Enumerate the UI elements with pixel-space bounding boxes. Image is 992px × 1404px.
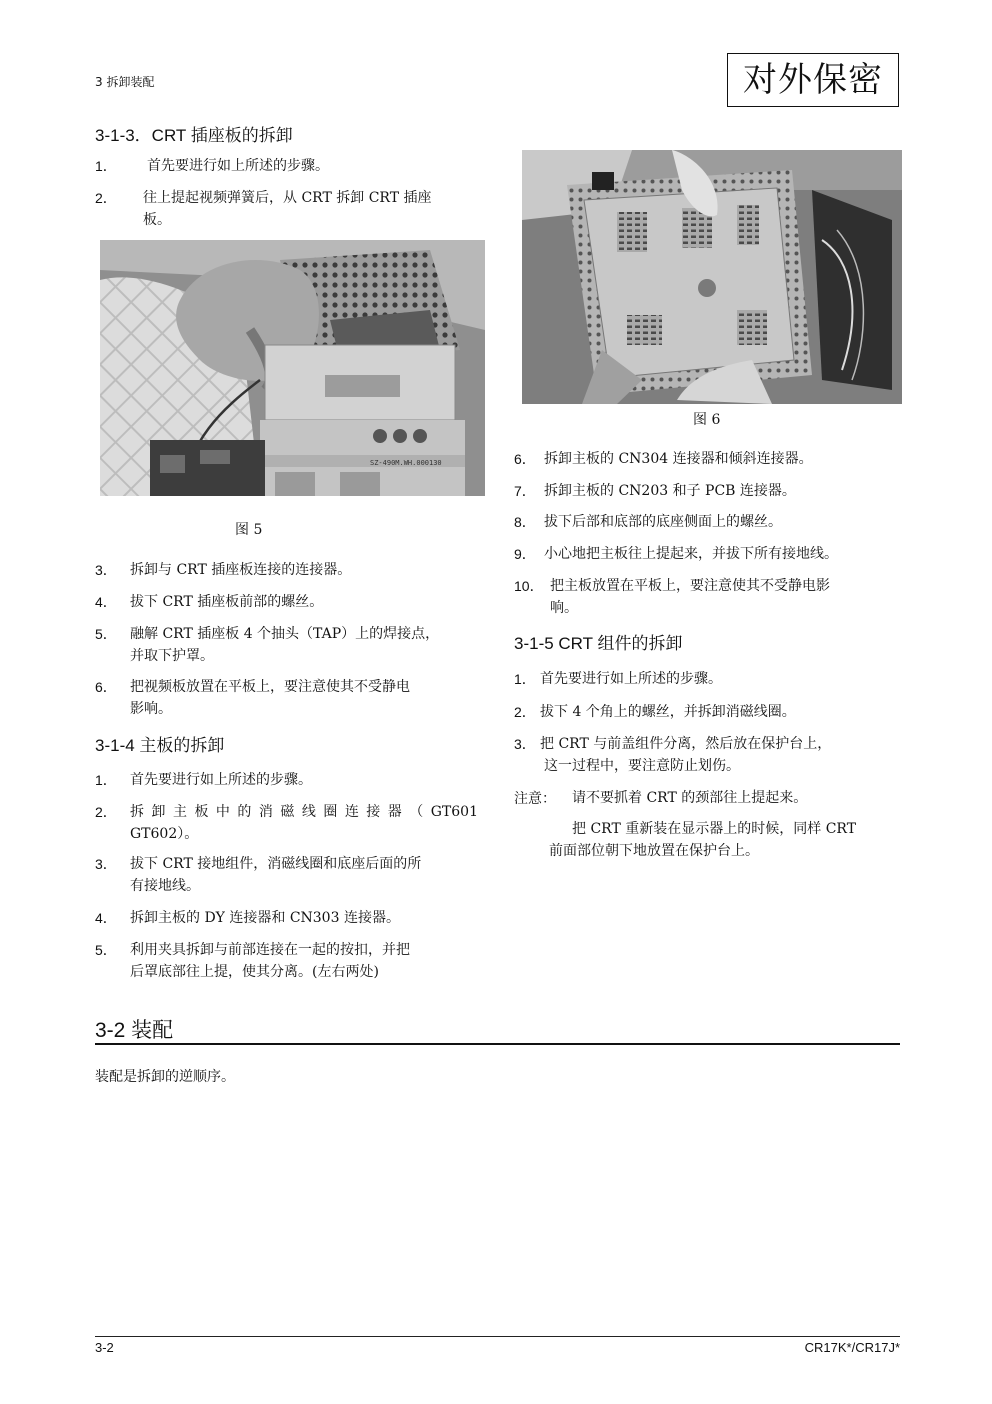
step-number: 2． <box>95 190 117 206</box>
step-text: 影响。 <box>130 701 172 717</box>
step-number: 3． <box>514 736 536 752</box>
step-number: 1． <box>514 671 536 687</box>
step-text: 拔下 CRT 接地组件，消磁线圈和底座后面的所 <box>130 856 422 872</box>
section-3-1-4-title: 3-1-4 主板的拆卸 <box>95 736 225 755</box>
footer-divider <box>95 1336 900 1337</box>
section-3-2-title: 3-2 装配 <box>95 1019 174 1042</box>
page-number: 3-2 <box>95 1340 114 1355</box>
list-item <box>514 543 902 565</box>
note-text: 请不要抓着 CRT 的颈部往上提起来。 <box>572 790 808 806</box>
step-number: 7． <box>514 483 536 499</box>
list-item <box>95 155 478 177</box>
section-3-2-body: 装配是拆卸的逆顺序。 <box>95 1069 235 1085</box>
running-header: 3 拆卸装配 <box>95 75 155 89</box>
step-text: 拔下 4 个角上的螺丝，并拆卸消磁线圈。 <box>540 704 796 720</box>
step-text: 往上提起视频弹簧后，从 CRT 拆卸 CRT 插座 <box>143 190 432 206</box>
note-paragraph <box>514 818 902 862</box>
step-text: 响。 <box>550 600 578 616</box>
step-text: 把主板放置在平板上，要注意使其不受静电影 <box>550 578 830 594</box>
step-text: 拔下后部和底部的底座侧面上的螺丝。 <box>544 514 782 530</box>
list-item <box>514 733 902 777</box>
step-number: 3． <box>95 856 117 872</box>
step-text: 后罩底部往上提，使其分离。(左右两处) <box>130 964 379 980</box>
step-number: 4． <box>95 594 117 610</box>
step-number: 10． <box>514 578 544 594</box>
list-item <box>514 701 902 723</box>
list-item <box>95 559 478 581</box>
step-number: 3． <box>95 562 117 578</box>
step-text: 有接地线。 <box>130 878 200 894</box>
step-text: 小心地把主板往上提起来，并拔下所有接地线。 <box>544 546 838 562</box>
list-item <box>95 939 478 983</box>
list-item <box>514 575 902 619</box>
list-item <box>95 591 478 613</box>
list-item <box>514 668 902 690</box>
step-number: 9． <box>514 546 536 562</box>
step-text: 把 CRT 与前盖组件分离，然后放在保护台上， <box>540 736 832 752</box>
step-text: 拆卸与 CRT 插座板连接的连接器。 <box>130 562 352 578</box>
confidential-stamp: 对外保密 <box>727 53 899 107</box>
step-text: 拆卸主板的 CN203 和子 PCB 连接器。 <box>544 483 796 499</box>
note-paragraph-line: 前面部位朝下地放置在保护台上。 <box>549 843 759 859</box>
step-text: 拔下 CRT 插座板前部的螺丝。 <box>130 594 324 610</box>
list-item <box>95 907 478 929</box>
note <box>514 787 902 809</box>
step-number: 8． <box>514 514 536 530</box>
step-number: 4． <box>95 910 117 926</box>
figure-5-label-print: SZ-490M.WH.000130 <box>370 459 442 467</box>
figure-5-caption: 图 5 <box>235 522 263 538</box>
step-text: 利用夹具拆卸与前部连接在一起的按扣，并把 <box>130 942 410 958</box>
step-text: 融解 CRT 插座板 4 个抽头（TAP）上的焊接点， <box>130 626 440 642</box>
step-number: 6． <box>514 451 536 467</box>
step-text: 并取下护罩。 <box>130 648 214 664</box>
step-text: 拆卸主板中的消磁线圈连接器（GT601 <box>130 804 478 820</box>
section-divider <box>95 1043 900 1045</box>
note-paragraph-line: 把 CRT 重新装在显示器上的时候，同样 CRT <box>572 821 857 837</box>
step-text: 拆卸主板的 DY 连接器和 CN303 连接器。 <box>130 910 400 926</box>
list-item <box>514 511 902 533</box>
list-item <box>514 448 902 470</box>
section-3-1-3-title: 3-1-3．CRT 插座板的拆卸 <box>95 126 293 145</box>
step-text: 首先要进行如上所述的步骤。 <box>540 671 722 687</box>
step-text: GT602）。 <box>130 826 199 842</box>
section-3-1-5-title: 3-1-5 CRT 组件的拆卸 <box>514 634 683 653</box>
step-number: 2． <box>95 804 117 820</box>
list-item <box>95 801 478 845</box>
list-item <box>95 853 478 897</box>
step-text: 板。 <box>143 212 171 228</box>
step-number: 6． <box>95 679 117 695</box>
step-text: 拆卸主板的 CN304 连接器和倾斜连接器。 <box>544 451 813 467</box>
step-number: 1． <box>95 772 117 788</box>
step-number: 2． <box>514 704 536 720</box>
step-number: 5． <box>95 626 117 642</box>
list-item <box>95 676 478 720</box>
list-item <box>514 480 902 502</box>
step-text: 首先要进行如上所述的步骤。 <box>147 158 329 174</box>
list-item <box>95 769 478 791</box>
step-text: 把视频板放置在平板上，要注意使其不受静电 <box>130 679 410 695</box>
step-text: 首先要进行如上所述的步骤。 <box>130 772 312 788</box>
figure-6-caption: 图 6 <box>693 412 721 428</box>
list-item <box>95 187 478 231</box>
note-label: 注意： <box>514 790 556 806</box>
step-number: 5． <box>95 942 117 958</box>
figure-6-photo <box>522 150 902 404</box>
list-item <box>95 623 478 667</box>
step-number: 1． <box>95 158 117 174</box>
model-number: CR17K*/CR17J* <box>804 1340 900 1355</box>
figure-5-photo <box>100 240 485 496</box>
step-text: 这一过程中，要注意防止划伤。 <box>544 758 740 774</box>
